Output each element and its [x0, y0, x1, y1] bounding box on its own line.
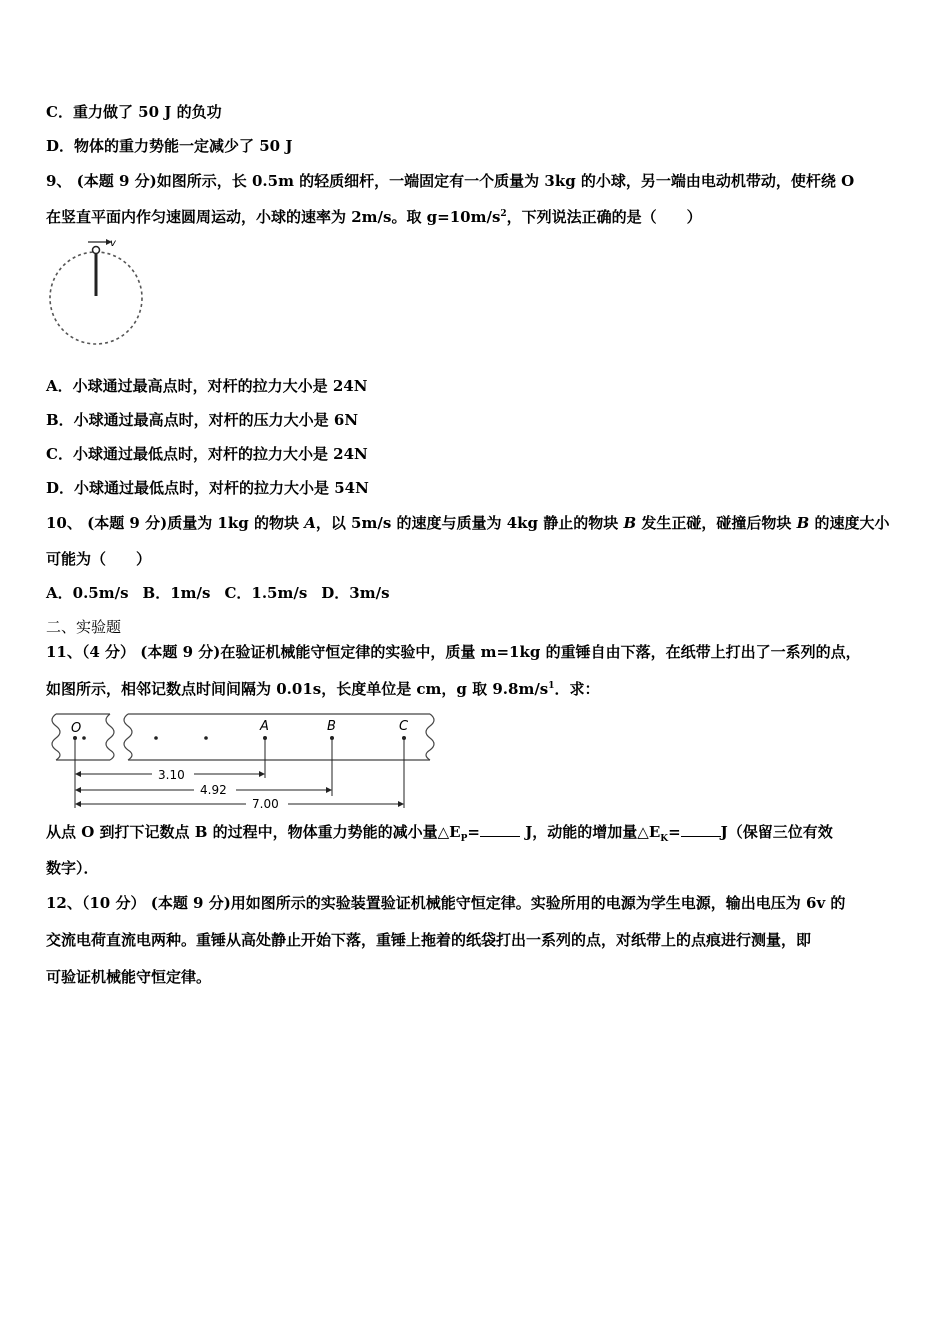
- section-title: 二、实验题: [46, 618, 122, 636]
- paper-tape-figure: [44, 710, 444, 812]
- q9-option-d: D．小球通过最低点时，对杆的拉力大小是 54N: [46, 479, 369, 497]
- label-c: C: [399, 719, 409, 734]
- q11-answer-line2: 数字）．: [46, 859, 99, 877]
- q8-option-d: D．物体的重力势能一定减少了 50 J: [46, 137, 293, 155]
- q9-option-b: B．小球通过最高点时，对杆的压力大小是 6N: [46, 411, 359, 429]
- label-a: A: [260, 719, 269, 734]
- q8-option-c: C．重力做了 50 J 的负功: [46, 103, 222, 121]
- distance-oc: 7.00: [252, 797, 279, 811]
- q9-circle-figure: [44, 236, 154, 350]
- q9-number: 9、: [46, 172, 72, 190]
- q9-stem-line1: [46, 171, 854, 191]
- answer-blank-ep[interactable]: [480, 822, 520, 837]
- velocity-label: v: [110, 238, 116, 249]
- tape-dot: [154, 736, 158, 740]
- label-b: B: [327, 719, 336, 734]
- q9-stem-line2: 在竖直平面内作匀速圆周运动，小球的速率为 2m/s。取 $g=10m/s^2$，下列说法正确的是（ ）: [46, 208, 702, 226]
- tape-break-right: [124, 714, 132, 760]
- q10-stem-line1: 10、 (本题 9 分)质量为 1kg 的物块 A，以 5m/s 的速度与质量为 4kg 静止的物块 B 发生正碰，碰撞后物块 B 的速度大小: [46, 514, 890, 532]
- q11-stem-line2: 如图所示，相邻记数点时间间隔为 0.01s，长度单位是 cm，g 取 $9.8m/s^1$．求：: [46, 680, 600, 698]
- distance-oa: 3.10: [158, 768, 185, 782]
- q9-score: (本题 9 分): [76, 172, 157, 190]
- q12-stem-line1: 12、（10 分） (本题 9 分)用如图所示的实验装置验证机械能守恒定律。实验所用的电源为学生电源，输出电压为 6v 的: [46, 894, 846, 912]
- q10-options: A．0.5m/s B．1m/s C．1.5m/s D．3m/s: [46, 584, 390, 602]
- tape-torn-edge-left: [52, 714, 60, 760]
- distance-ob: 4.92: [200, 783, 227, 797]
- q12-stem-line2: 交流电荷直流电两种。重锤从高处静止开始下落，重锤上拖着的纸袋打出一系列的点，对纸带上的点痕进行测量，即: [46, 931, 812, 949]
- q10-stem-line2: 可能为（ ）: [46, 550, 152, 568]
- q11-answer-line1: 从点 O 到打下记数点 B 的过程中，物体重力势能的减小量$\triangle E_P= J$，动能的增加量$\triangle E_K= J$（保留三位有效: [46, 823, 833, 844]
- q12-stem-line3: 可验证机械能守恒定律。: [46, 968, 212, 986]
- q9-option-a: A．小球通过最高点时，对杆的拉力大小是 24N: [46, 377, 368, 395]
- q11-stem-line1: 11、（4 分） (本题 9 分)在验证机械能守恒定律的实验中，质量 m=1kg 的重锤自由下落，在纸带上打出了一系列的点，: [46, 643, 861, 661]
- label-o: O: [71, 721, 82, 736]
- tape-dot: [204, 736, 208, 740]
- q9-stem1: 如图所示，长 0.5m 的轻质细杆，一端固定有一个质量为 3kg 的小球，另一端由电动机带动，使杆绕 O: [156, 172, 855, 190]
- answer-blank-ek[interactable]: [681, 822, 721, 837]
- ball: [93, 247, 100, 254]
- tape-dot: [82, 736, 86, 740]
- tape-torn-edge-right: [426, 714, 434, 760]
- tape-break-left: [106, 714, 114, 760]
- q9-option-c: C．小球通过最低点时，对杆的拉力大小是 24N: [46, 445, 368, 463]
